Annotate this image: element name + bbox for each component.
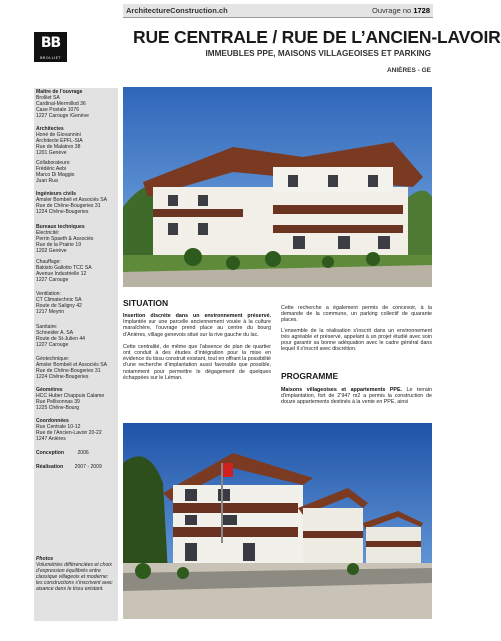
photos-caption-heading: Photos — [36, 556, 54, 562]
credit-line: Avenue Industrielle 12 — [36, 271, 87, 277]
credit-heading: Réalisation — [36, 464, 64, 470]
credit-line: 1224 Chêne-Bougeries — [36, 374, 89, 380]
credit-line: Route de Saligny 42 — [36, 303, 82, 309]
credit-line: Frédéric Aebi — [36, 166, 67, 172]
sidebar-credits — [34, 88, 118, 621]
credit-line: 1227 Carouge — [36, 277, 69, 283]
brolliet-logo — [34, 32, 67, 62]
programme-text — [281, 387, 432, 406]
credit-line: Rue Centrale 10-12 — [36, 424, 81, 430]
ouvrage-label: Ouvrage no — [372, 6, 412, 15]
credit-block — [36, 450, 89, 456]
credit-line: Rue Pellisonnas 39 — [36, 399, 80, 405]
credit-line: Schneider A. SA — [36, 330, 74, 336]
credit-heading: Géomètres — [36, 387, 63, 393]
credit-line: Electricité: — [36, 230, 60, 236]
situation-p3: Cette recherche a également permis de concevoir, à la demande de la commune, un parking collectif de quarante places. — [281, 305, 432, 324]
credit-line: 1201 Genève — [36, 150, 67, 156]
credit-line: Bakisto Gallotto TCC SA — [36, 265, 92, 271]
credit-line: Sanitaire: — [36, 324, 58, 330]
credit-line: Géotechnique: — [36, 356, 70, 362]
situation-p1: Implantée sur une parcelle anciennement vouée à la culture maraîchère, l’ouvrage prend place au centre du bourg d’Anières, village genevois situé sur la rive gauche du lac. — [123, 319, 271, 338]
credit-line: Amsler Bombeli et Associés SA — [36, 197, 108, 203]
credit-block — [36, 160, 75, 184]
credit-heading: Ingénieurs civils — [36, 191, 76, 197]
credit-block — [36, 387, 104, 411]
credit-block — [36, 356, 107, 380]
situation-p2: Cette centralité, de même que l’absence de plan de quartier ont conduit à des études d’intégration pour la mise en évidence du tissu construit existant, tout en offrant la possibilité d’une recherche d’implantation aussi favorable que possible, notamment pour permettre le dégagement de quelques échappées sur le Léman. — [123, 343, 272, 381]
credit-line: HCC Huber Chappuis Calame — [36, 393, 105, 399]
credit-heading: Maître de l’ouvrage — [36, 89, 83, 95]
credit-line: CT Climatechnic SA — [36, 297, 82, 303]
programme-lead: Maisons villageoises et appartements PPE. — [281, 387, 402, 393]
credit-line: 1227 Carouge /Genève — [36, 113, 89, 119]
situation-lead: Insertion discrète dans un environnement préservé. — [123, 313, 271, 319]
credit-block — [36, 324, 85, 348]
credit-line: 1202 Genève — [36, 248, 67, 254]
situation-p4: L’ensemble de la réalisation s’inscrit dans un environnement très agréable et préservé, appelant à un projet étudié avec soin pour garantir sa bonne adéquation avec le cadre général dans lequel il s’inscrit avec discrétion. — [281, 327, 432, 353]
credit-value: 2007 - 2009 — [74, 464, 102, 470]
credit-line: 1227 Carouge — [36, 342, 69, 348]
credit-block — [36, 224, 93, 254]
credit-line: Perrin Spaeth & Associés — [36, 236, 94, 242]
programme-p1: Le terrain d’implantation, fort de 2’947 m2 a permis la construction de douze appartements destinés à la vente en PPE, ainsi — [281, 387, 432, 406]
credit-heading: Conception — [36, 450, 65, 456]
header-bar — [123, 4, 433, 18]
situation-text-right — [281, 305, 432, 352]
ouvrage-value: 1728 — [413, 6, 430, 15]
ouvrage-number — [372, 6, 430, 15]
building-photo-top — [123, 87, 432, 287]
programme-heading: PROGRAMME — [281, 371, 339, 381]
credit-line: Architecte EPFL-SIA — [36, 138, 83, 144]
logo-text: BROLLIET — [40, 56, 61, 60]
credit-block — [36, 464, 102, 470]
credit-block — [36, 259, 92, 283]
credit-value: 2006 — [77, 450, 89, 456]
photos-caption — [36, 556, 116, 592]
page-subtitle: IMMEUBLES PPE, MAISONS VILLAGEOISES ET PARKING — [205, 49, 431, 58]
credit-line: Honé de Giovannini — [36, 132, 81, 138]
credit-line: Brolliet SA — [36, 95, 60, 101]
credit-line: 1247 Anières — [36, 436, 66, 442]
credit-line: Cardinal-Mermillod 36 — [36, 101, 86, 107]
credit-line: 1224 Chêne-Bougeries — [36, 209, 89, 215]
situation-text-left — [123, 313, 271, 381]
credit-block — [36, 126, 83, 156]
photos-caption-text: Volumétries différenciées et choix d’expression équilibrés entre classique villageois et moderne: les constructions s’inscrivent avec aisance dans le tissu existant. — [36, 562, 113, 592]
credit-line: Rue de Chêne-Bougeries 31 — [36, 368, 101, 374]
credit-line: Rue de l’Ancien-Lavoir 20-22 — [36, 430, 102, 436]
page-title: RUE CENTRALE / RUE DE L’ANCIEN-LAVOIR — [133, 27, 501, 47]
credit-block — [36, 89, 89, 119]
credit-block — [36, 191, 107, 215]
credit-heading: Architectes — [36, 126, 64, 132]
credit-line: Marco Di Maggio — [36, 172, 75, 178]
logo-glyph: BB — [40, 35, 61, 51]
credit-line: Amsler Bombeli et Associés SA — [36, 362, 108, 368]
site-name: ArchitectureConstruction.ch — [126, 6, 228, 15]
credit-line: Route de St-Julien 44 — [36, 336, 85, 342]
credit-line: Rue de Chêne-Bougeries 31 — [36, 203, 101, 209]
credit-line: 1217 Meyrin — [36, 309, 65, 315]
credit-line: 1225 Chêne-Bourg — [36, 405, 80, 411]
credit-heading: Bureaux techniques — [36, 224, 85, 230]
credit-heading: Coordonnées — [36, 418, 69, 424]
building-photo-bottom — [123, 423, 432, 619]
location: ANIÈRES - GE — [386, 67, 431, 74]
credit-line: Juan Rua — [36, 178, 58, 184]
situation-heading: SITUATION — [123, 298, 169, 308]
credit-line: Collaborateurs: — [36, 160, 71, 166]
credit-line: Ventilation: — [36, 291, 61, 297]
credit-line: Rue de la Prairie 19 — [36, 242, 82, 248]
credit-line: Case Postale 1076 — [36, 107, 80, 113]
credit-block — [36, 291, 82, 315]
credit-line: Rue de Malatrex 38 — [36, 144, 81, 150]
credit-block — [36, 418, 102, 442]
credit-line: Chauffage: — [36, 259, 61, 265]
